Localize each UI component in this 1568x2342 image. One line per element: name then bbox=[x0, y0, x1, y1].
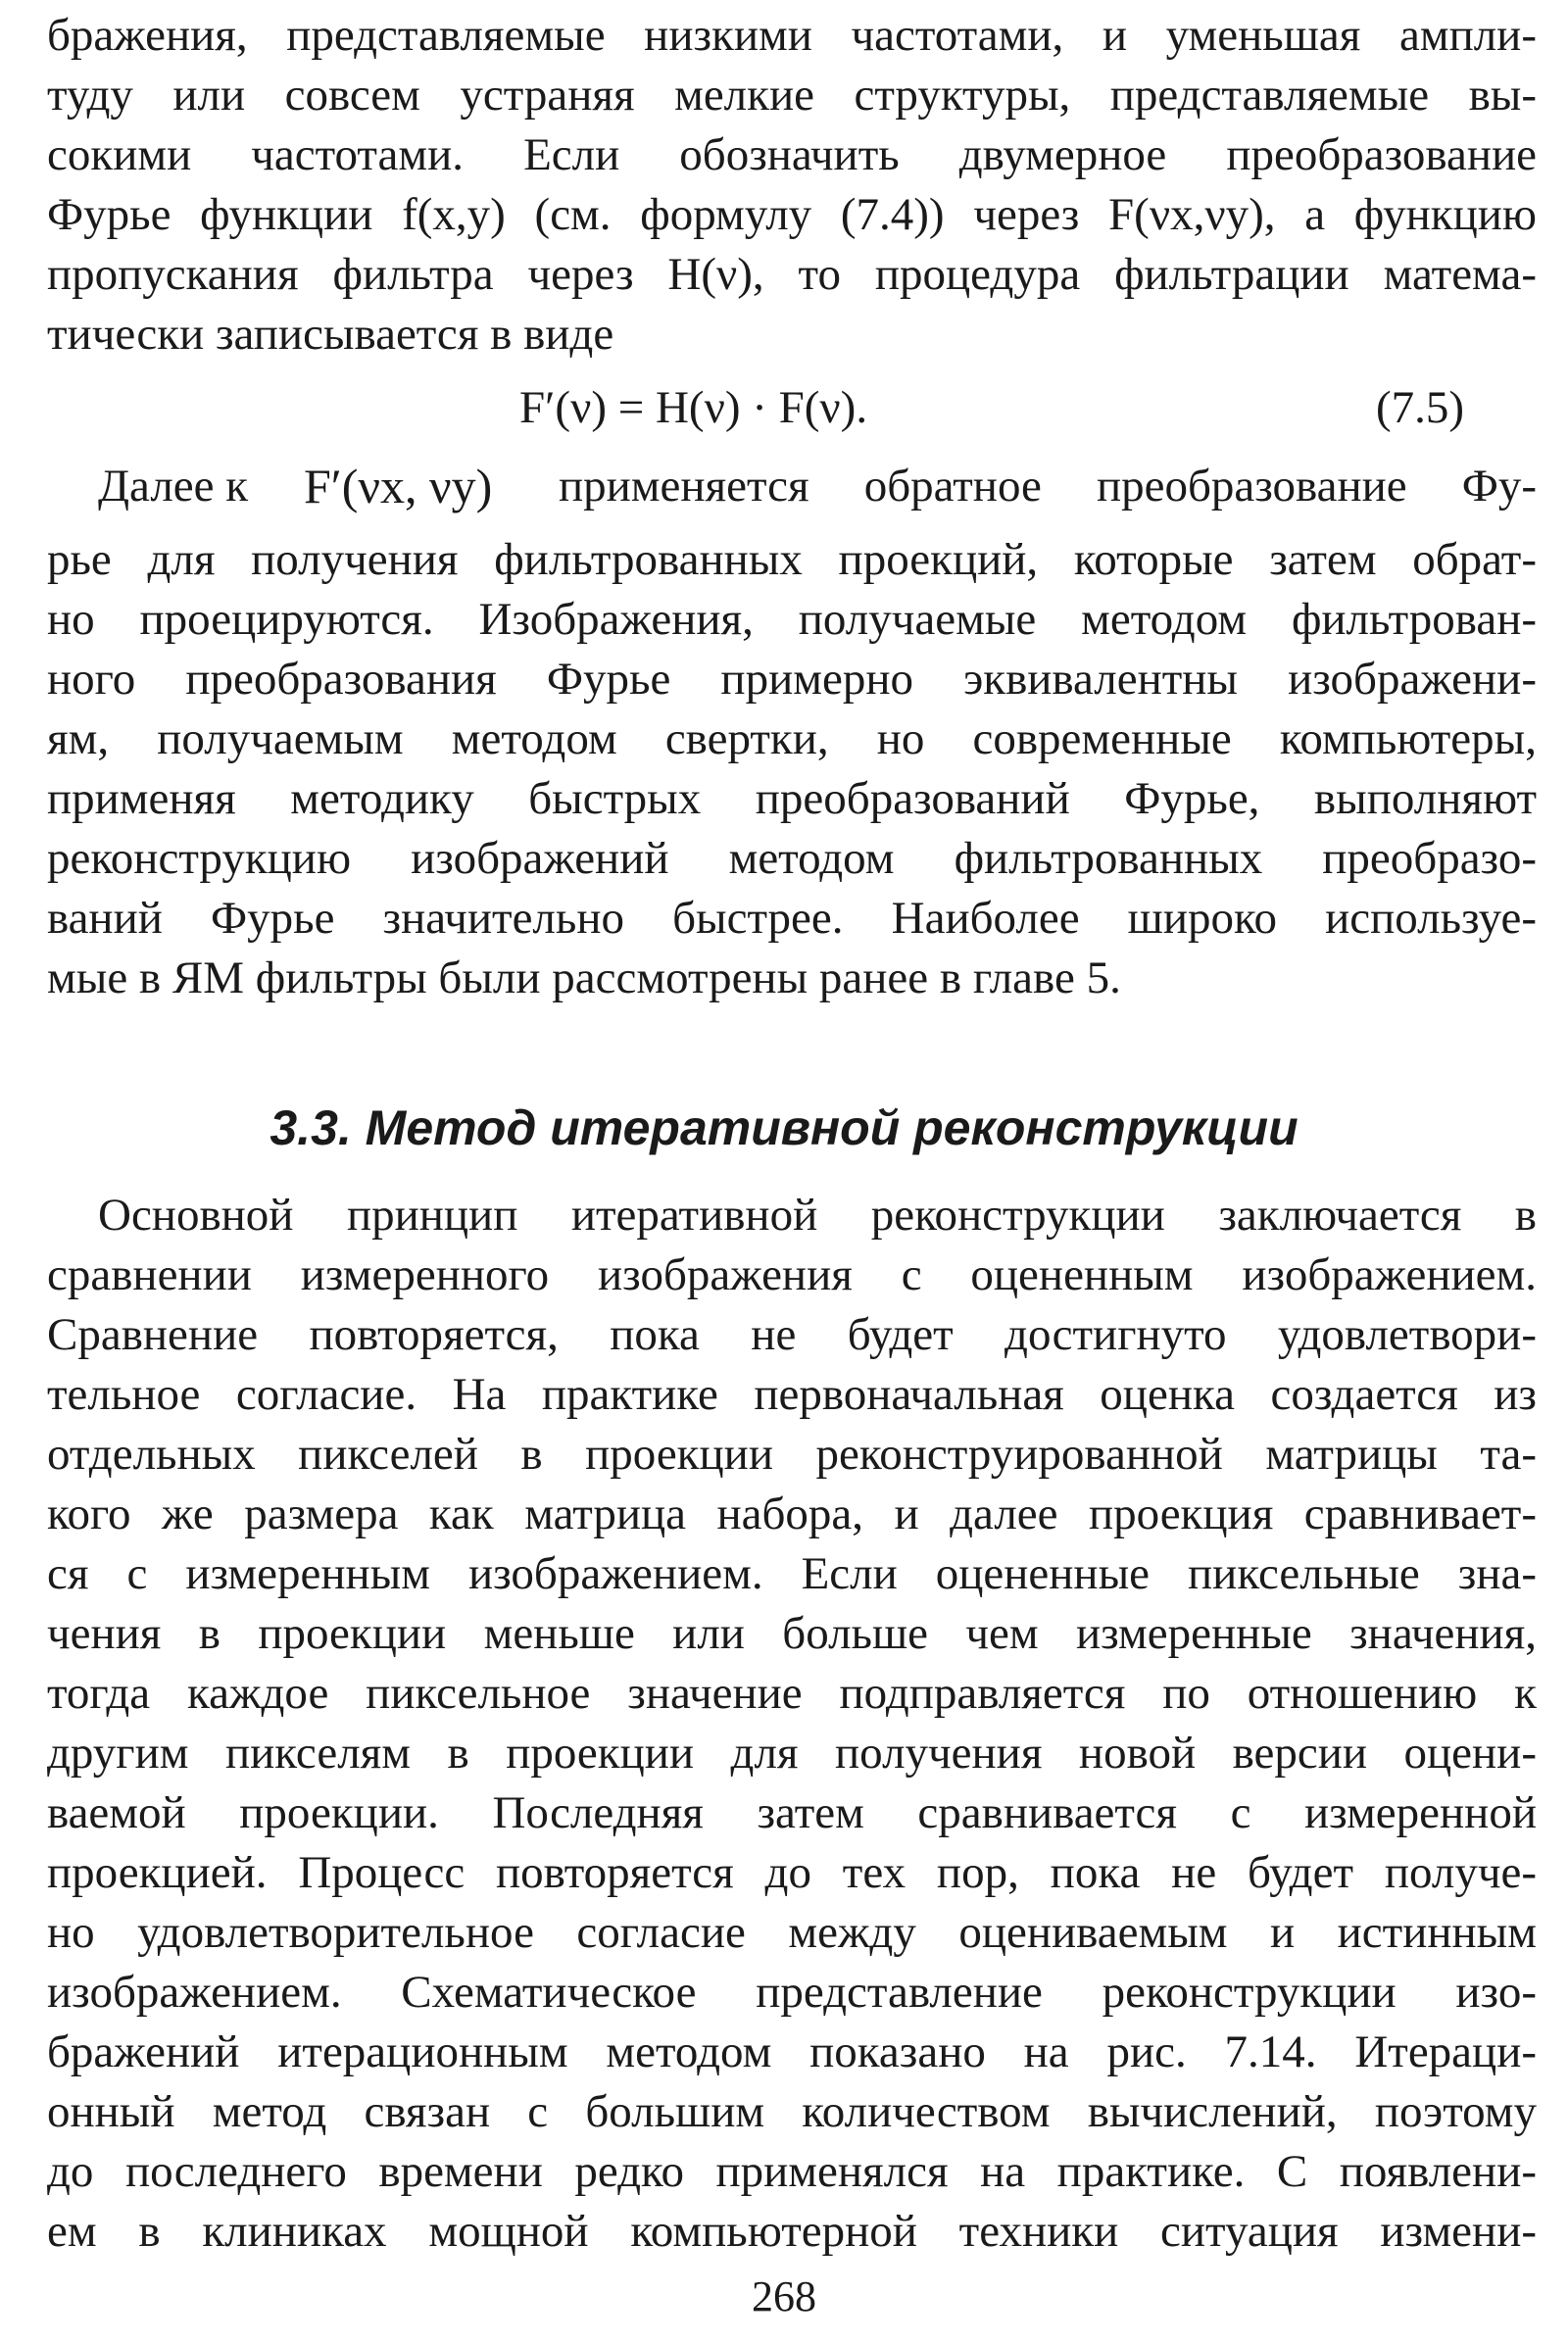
text-line: ем в клиниках мощной компьютерной техники ситуация измени- bbox=[47, 2206, 1537, 2257]
text-line: проекцией. Процесс повторяется до тех пор, пока не будет получе- bbox=[47, 1847, 1537, 1898]
text-line: применяя методику быстрых преобразований Фурье, выполняют bbox=[47, 773, 1537, 824]
text-line: ного преобразования Фурье примерно эквивалентны изображени- bbox=[47, 654, 1537, 705]
text-line: другим пикселям в проекции для получения новой версии оцени- bbox=[47, 1728, 1537, 1779]
page-number: 268 bbox=[752, 2272, 816, 2320]
text-line: отдельных пикселей в проекции реконструированной матрицы та- bbox=[47, 1429, 1537, 1480]
text-line: чения в проекции меньше или больше чем измеренные значения, bbox=[47, 1608, 1537, 1659]
text-line: ся с измеренным изображением. Если оцененные пиксельные зна- bbox=[47, 1548, 1537, 1599]
inline-formula: F′(νx, νy) bbox=[304, 459, 493, 513]
text-line: тически записывается в виде bbox=[47, 309, 614, 360]
text-line: Фурье функции f(x,y) (см. формулу (7.4)) через F(νx,νy), а функцию bbox=[47, 189, 1537, 240]
text-line: до последнего времени редко применялся на практике. С появлени- bbox=[47, 2146, 1537, 2197]
text-line: тельное согласие. На практике первоначальная оценка создается из bbox=[47, 1369, 1537, 1420]
text-line-with-formula bbox=[98, 457, 1537, 515]
text-line: но проецируются. Изображения, получаемые методом фильтрован- bbox=[47, 594, 1537, 645]
text-line: реконструкцию изображений методом фильтрованных преобразо- bbox=[47, 833, 1537, 884]
text-line: рье для получения фильтрованных проекций, которые затем обрат- bbox=[47, 534, 1537, 585]
text-line: бражения, представляемые низкими частотами, и уменьшая ампли- bbox=[47, 10, 1537, 61]
text-line: ям, получаемым методом свертки, но современные компьютеры, bbox=[47, 713, 1537, 764]
text-line: пропускания фильтра через H(ν), то процедура фильтрации матема- bbox=[47, 249, 1537, 300]
text-line: но удовлетворительное согласие между оцениваемым и истинным bbox=[47, 1907, 1537, 1958]
text-line: туду или совсем устраняя мелкие структуры, представляемые вы- bbox=[47, 70, 1537, 121]
text-lead: Далее к bbox=[98, 461, 249, 512]
text-line: ваемой проекции. Последняя затем сравнивается с измеренной bbox=[47, 1787, 1537, 1838]
text-tail: применяется обратное преобразование Фу- bbox=[559, 461, 1537, 512]
text-line: Основной принцип итеративной реконструкции заключается в bbox=[98, 1190, 1537, 1241]
text-line: сокими частотами. Если обозначить двумерное преобразование bbox=[47, 129, 1537, 180]
text-line: кого же размера как матрица набора, и далее проекция сравнивает- bbox=[47, 1488, 1537, 1539]
section-heading: 3.3. Метод итеративной реконструкции bbox=[270, 1100, 1298, 1155]
text-line: сравнении измеренного изображения с оцененным изображением. bbox=[47, 1249, 1537, 1300]
text-line: тогда каждое пиксельное значение подправляется по отношению к bbox=[47, 1668, 1537, 1719]
formula-number: (7.5) bbox=[1376, 382, 1465, 433]
text-line: Сравнение повторяется, пока не будет достигнуто удовлетвори- bbox=[47, 1309, 1537, 1360]
text-line: мые в ЯМ фильтры были рассмотрены ранее в главе 5. bbox=[47, 952, 1121, 1003]
text-line: бражений итерационным методом показано на рис. 7.14. Итераци- bbox=[47, 2026, 1537, 2077]
formula-expression: F′(ν) = H(ν) · F(ν). bbox=[519, 382, 868, 433]
text-line: изображением. Схематическое представление реконструкции изо- bbox=[47, 1967, 1537, 2018]
text-line: онный метод связан с большим количеством вычислений, поэтому bbox=[47, 2086, 1537, 2137]
text-line: ваний Фурье значительно быстрее. Наиболее широко используе- bbox=[47, 893, 1537, 944]
